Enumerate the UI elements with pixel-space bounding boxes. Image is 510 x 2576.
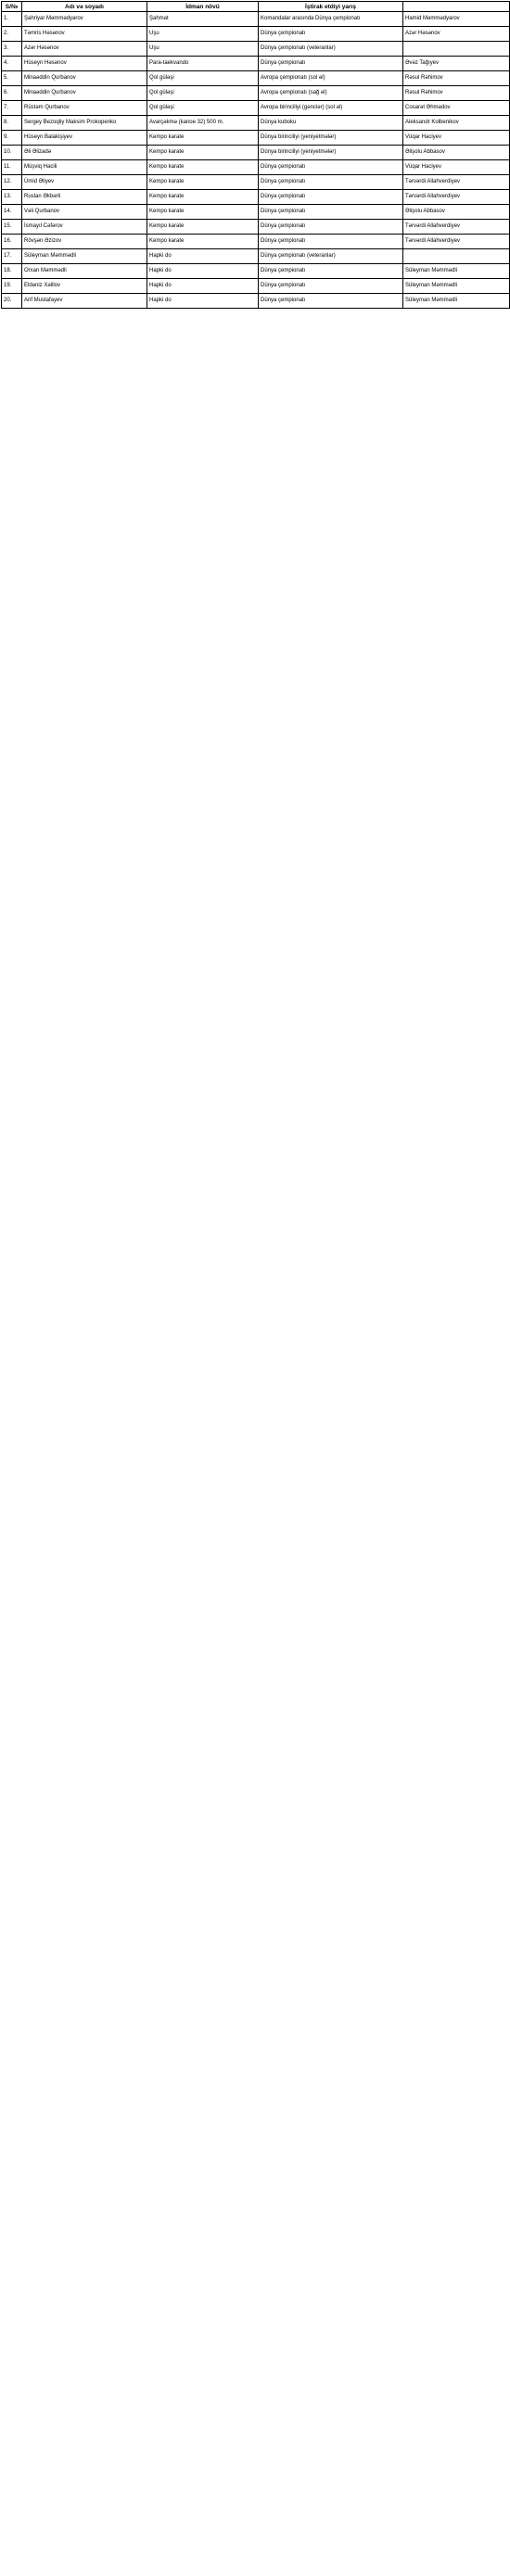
- sport-cell: Uşu: [147, 27, 259, 42]
- row-number-cell: 3.: [2, 42, 22, 57]
- table-row: [2, 175, 510, 190]
- competition-cell: Dünya çempionatı: [259, 205, 403, 220]
- athlete-name-cell: Təmris Həsənov: [22, 27, 147, 42]
- athlete-name-cell: Vəli Qurbanov: [22, 205, 147, 220]
- sport-cell: Kempo karate: [147, 131, 259, 146]
- row-number-cell: 11.: [2, 160, 22, 175]
- row-number-cell: 1.: [2, 12, 22, 27]
- table-row: [2, 101, 510, 116]
- col-header-sport: İdman növü: [147, 2, 259, 12]
- row-number-cell: 5.: [2, 71, 22, 86]
- table-row: [2, 190, 510, 205]
- athlete-name-cell: Minaəddin Qurbanov: [22, 86, 147, 101]
- coach-cell: Vüqar Haciyev: [403, 160, 510, 175]
- competition-cell: Dünya çempionatı: [259, 264, 403, 279]
- row-number-cell: 17.: [2, 249, 22, 264]
- row-number-cell: 16.: [2, 235, 22, 249]
- competition-cell: Dünya çempionatı: [259, 27, 403, 42]
- sport-cell: Kempo karate: [147, 205, 259, 220]
- coach-cell: Vüqar Haciyev: [403, 131, 510, 146]
- row-number-cell: 8.: [2, 116, 22, 131]
- coach-cell: Aleksandr Kolbenikov: [403, 116, 510, 131]
- row-number-cell: 9.: [2, 131, 22, 146]
- coach-cell: Süleyman Məmmədli: [403, 264, 510, 279]
- athlete-name-cell: Əli Əlizadə: [22, 146, 147, 160]
- table-row: [2, 27, 510, 42]
- table-row: [2, 146, 510, 160]
- competition-cell: Dünya çempionatı: [259, 160, 403, 175]
- athletes-table: [1, 1, 510, 309]
- sport-cell: Kempo karate: [147, 146, 259, 160]
- competition-cell: Dünya çempionatı: [259, 57, 403, 71]
- athlete-name-cell: İsmayıl Cəfərov: [22, 220, 147, 235]
- row-number-cell: 6.: [2, 86, 22, 101]
- athlete-name-cell: Rövşən Əzizov: [22, 235, 147, 249]
- athlete-name-cell: Azər Həsənov: [22, 42, 147, 57]
- row-number-cell: 7.: [2, 101, 22, 116]
- table-body: [2, 12, 510, 309]
- coach-cell: Hamid Məmmədyarov: [403, 12, 510, 27]
- competition-cell: Dünya çempionatı: [259, 294, 403, 309]
- coach-cell: Süleyman Məmmədli: [403, 279, 510, 294]
- row-number-cell: 14.: [2, 205, 22, 220]
- coach-cell: [403, 249, 510, 264]
- athlete-name-cell: Rüstəm Qurbanov: [22, 101, 147, 116]
- competition-cell: Dünya birinciliyi (yeniyetmələr): [259, 146, 403, 160]
- table-row: [2, 220, 510, 235]
- row-number-cell: 15.: [2, 220, 22, 235]
- sport-cell: Kempo karate: [147, 190, 259, 205]
- athlete-name-cell: Eldəniz Xəlilov: [22, 279, 147, 294]
- athlete-name-cell: Orxan Məmmədli: [22, 264, 147, 279]
- athlete-name-cell: Şahriyar Məmmədyarov: [22, 12, 147, 27]
- row-number-cell: 18.: [2, 264, 22, 279]
- sport-cell: Kempo karate: [147, 175, 259, 190]
- competition-cell: Dünya kuboku: [259, 116, 403, 131]
- coach-cell: Tərvərdi Allahverdiyev: [403, 220, 510, 235]
- coach-cell: Süleyman Məmmədli: [403, 294, 510, 309]
- athlete-name-cell: Süleyman Məmmədli: [22, 249, 147, 264]
- table-row: [2, 57, 510, 71]
- table-row: [2, 86, 510, 101]
- sport-cell: Avarçəkmə (kanoe 32) 500 m.: [147, 116, 259, 131]
- row-number-cell: 19.: [2, 279, 22, 294]
- sport-cell: Hapki do: [147, 294, 259, 309]
- competition-cell: Dünya çempionatı: [259, 220, 403, 235]
- sport-cell: Hapki do: [147, 279, 259, 294]
- competition-cell: Avropa çempionatı (sol əl): [259, 71, 403, 86]
- athlete-name-cell: Hüseyn Həsənov: [22, 57, 147, 71]
- coach-cell: Əlişolu Abbasov: [403, 205, 510, 220]
- table-row: [2, 249, 510, 264]
- coach-cell: Rəsul Rəhimov: [403, 86, 510, 101]
- coach-cell: Əvəz Tağıyev: [403, 57, 510, 71]
- sport-cell: Qol güləşi: [147, 71, 259, 86]
- col-header-name: Adı və soyadı: [22, 2, 147, 12]
- competition-cell: Dünya çempionatı (veteranlar): [259, 42, 403, 57]
- sport-cell: Hapki do: [147, 264, 259, 279]
- table-row: [2, 160, 510, 175]
- sport-cell: Para-taekvando: [147, 57, 259, 71]
- table-row: [2, 12, 510, 27]
- row-number-cell: 4.: [2, 57, 22, 71]
- table-row: [2, 116, 510, 131]
- athlete-name-cell: Hüseyn Balakişiyev: [22, 131, 147, 146]
- athlete-name-cell: Müşviq Hacili: [22, 160, 147, 175]
- row-number-cell: 12.: [2, 175, 22, 190]
- row-number-cell: 20.: [2, 294, 22, 309]
- athlete-name-cell: Ümid Əliyev: [22, 175, 147, 190]
- table-row: [2, 71, 510, 86]
- coach-cell: Tərvərdi Allahverdiyev: [403, 235, 510, 249]
- competition-cell: Dünya çempionatı: [259, 235, 403, 249]
- col-header-coach: [403, 2, 510, 12]
- table-row: [2, 294, 510, 309]
- coach-cell: Tərvərdi Allahverdiyev: [403, 190, 510, 205]
- row-number-cell: 2.: [2, 27, 22, 42]
- sport-cell: Şahmat: [147, 12, 259, 27]
- competition-cell: Avropa birinciliyi (gənclər) (sol əl): [259, 101, 403, 116]
- table-row: [2, 279, 510, 294]
- competition-cell: Dünya birinciliyi (yeniyetmələr): [259, 131, 403, 146]
- sport-cell: Qol güləşi: [147, 86, 259, 101]
- table-row: [2, 264, 510, 279]
- competition-cell: Komandalar arasında Dünya çempionatı: [259, 12, 403, 27]
- competition-cell: Dünya çempionatı: [259, 279, 403, 294]
- competition-cell: Dünya çempionatı (veteranlar): [259, 249, 403, 264]
- table-row: [2, 42, 510, 57]
- athlete-name-cell: Minaəddin Qurbanov: [22, 71, 147, 86]
- col-header-competition: İştirak etdiyi yarış: [259, 2, 403, 12]
- sport-cell: Hapki do: [147, 249, 259, 264]
- table-header-row: [2, 2, 510, 12]
- athlete-name-cell: Ruslan Əkbərli: [22, 190, 147, 205]
- sport-cell: Uşu: [147, 42, 259, 57]
- col-header-number: S/№: [2, 2, 22, 12]
- competition-cell: Avropa çempionatı (sağ əl): [259, 86, 403, 101]
- row-number-cell: 10.: [2, 146, 22, 160]
- row-number-cell: 13.: [2, 190, 22, 205]
- coach-cell: Azər Həsənov: [403, 27, 510, 42]
- athlete-name-cell: Sergey Bezoqliy Maksim Prokopenko: [22, 116, 147, 131]
- sport-cell: Kempo karate: [147, 220, 259, 235]
- coach-cell: Cosarət Əhmədov: [403, 101, 510, 116]
- sport-cell: Kempo karate: [147, 235, 259, 249]
- coach-cell: [403, 42, 510, 57]
- sport-cell: Kempo karate: [147, 160, 259, 175]
- athlete-name-cell: Arif Mustafayev: [22, 294, 147, 309]
- table-row: [2, 235, 510, 249]
- table-row: [2, 131, 510, 146]
- coach-cell: Rəsul Rəhimov: [403, 71, 510, 86]
- table-row: [2, 205, 510, 220]
- competition-cell: Dünya çempionatı: [259, 190, 403, 205]
- sport-cell: Qol güləşi: [147, 101, 259, 116]
- coach-cell: Tərvərdi Allahverdiyev: [403, 175, 510, 190]
- competition-cell: Dünya çempionatı: [259, 175, 403, 190]
- coach-cell: Əlişolu Abbasov: [403, 146, 510, 160]
